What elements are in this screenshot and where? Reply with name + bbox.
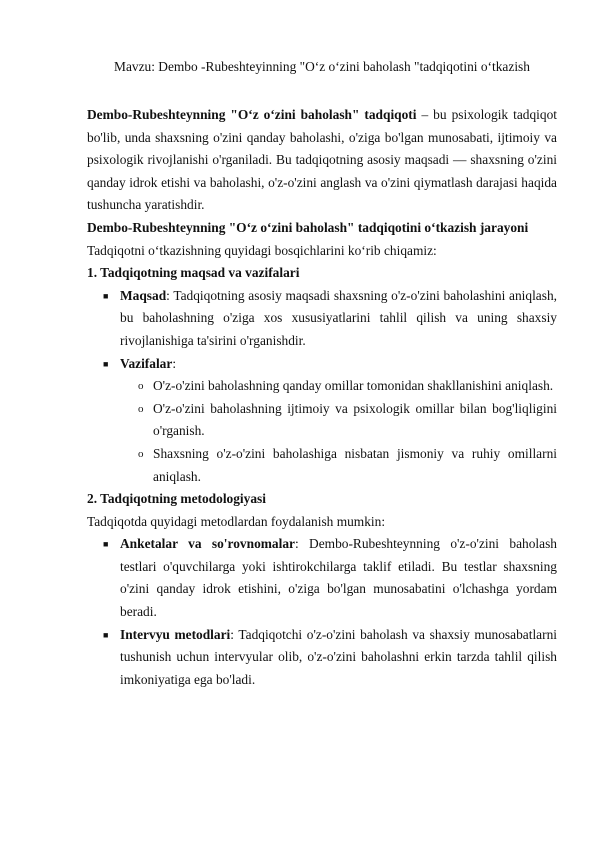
method-label: Anketalar va so'rovnomalar xyxy=(120,536,295,552)
intro-paragraph xyxy=(87,104,557,217)
maqsad-text: : Tadqiqotning asosiy maqsadi shaxsning o'z-o'zini baholashini aniqlash, bu baholashning o'ziga xos xususiyatlarini tahlil qilish va uning shaxsiy rivojlanishiga ta'sirini o'rganishdir. xyxy=(120,287,557,348)
intro-text: – bu psixologik tadqiqot bo'lib, unda shaxsning o'zini qanday baholashi, o'ziga bo'lgan munosabati, ijtimoiy va psixologik rivojlanishi o'rganiladi. Bu tadqiqotning asosiy maqsadi — shaxsning o'zini qanday idrok etishi va baholashi, o'z-o'zini anglash va o'zini qiymatlash darajasi haqida tushuncha yaratishdir. xyxy=(87,107,557,213)
task-text: O'z-o'zini baholashning qanday omillar tomonidan shakllanishini aniqlash. xyxy=(153,378,554,394)
section2-intro: Tadqiqotda quyidagi metodlardan foydalanish mumkin: xyxy=(87,513,386,529)
intro-bold: Dembo-Rubeshteynning "O‘z o‘zini baholash" tadqiqoti xyxy=(87,107,417,122)
task-item xyxy=(87,375,557,398)
vazifalar-colon: : xyxy=(172,355,177,371)
method-text: : Tadqiqotchi o'z-o'zini baholash va shaxsiy munosabatlarni tushunish uchun intervyular olib, o'z-o'zini baholashni erkin tarzda tahlil qilish imkoniyatiga ega bo'ladi. xyxy=(120,626,557,687)
square-bullet-icon: ■ xyxy=(103,539,109,550)
method-text: : Dembo-Rubeshteynning o'z-o'zini baholash testlari o'quvchilarga yoki ishtirokchilarga taklif etiladi. Bu testlar shaxsning o'zini qanday idrok etishini, o'ziga bo'lgan munosabatini o'lchashga yordam beradi. xyxy=(120,536,557,620)
process-intro: Tadqiqotni o‘tkazishning quyidagi bosqichlarini ko‘rib chiqamiz: xyxy=(87,242,437,258)
task-item xyxy=(87,398,557,443)
method-label: Intervyu metodlari xyxy=(120,626,231,642)
circle-bullet-icon: o xyxy=(138,402,144,415)
task-text: O'z-o'zini baholashning ijtimoiy va psixologik omillar bilan bog'liqligini o'rganish. xyxy=(153,400,557,439)
square-bullet-icon: ■ xyxy=(103,358,109,369)
method-item xyxy=(87,533,557,623)
document-title: Mavzu: Dembo -Rubeshteyinning "O‘z o‘zini baholash "tadqiqotini o‘tkazish xyxy=(114,59,530,74)
circle-bullet-icon: o xyxy=(138,447,144,460)
maqsad-label: Maqsad xyxy=(120,287,167,303)
vazifalar-label: Vazifalar xyxy=(120,355,173,371)
square-bullet-icon: ■ xyxy=(103,629,109,640)
process-heading: Dembo-Rubeshteynning "O‘z o‘zini baholash" tadqiqotini o‘tkazish jarayoni xyxy=(87,219,529,235)
task-text: Shaxsning o'z-o'zini baholashiga nisbatan jismoniy va ruhiy omillarni aniqlash. xyxy=(153,445,557,484)
list-item-maqsad xyxy=(87,285,557,353)
section1-heading: 1. Tadqiqotning maqsad va vazifalari xyxy=(87,265,300,281)
square-bullet-icon: ■ xyxy=(103,290,109,301)
method-item xyxy=(87,624,557,692)
list-item-vazifalar xyxy=(87,353,557,376)
document-body xyxy=(87,104,557,691)
section2-list xyxy=(87,533,557,691)
task-item xyxy=(87,443,557,488)
section2-heading: 2. Tadqiqotning metodologiyasi xyxy=(87,491,266,507)
circle-bullet-icon: o xyxy=(138,380,144,393)
section1-list xyxy=(87,285,557,488)
